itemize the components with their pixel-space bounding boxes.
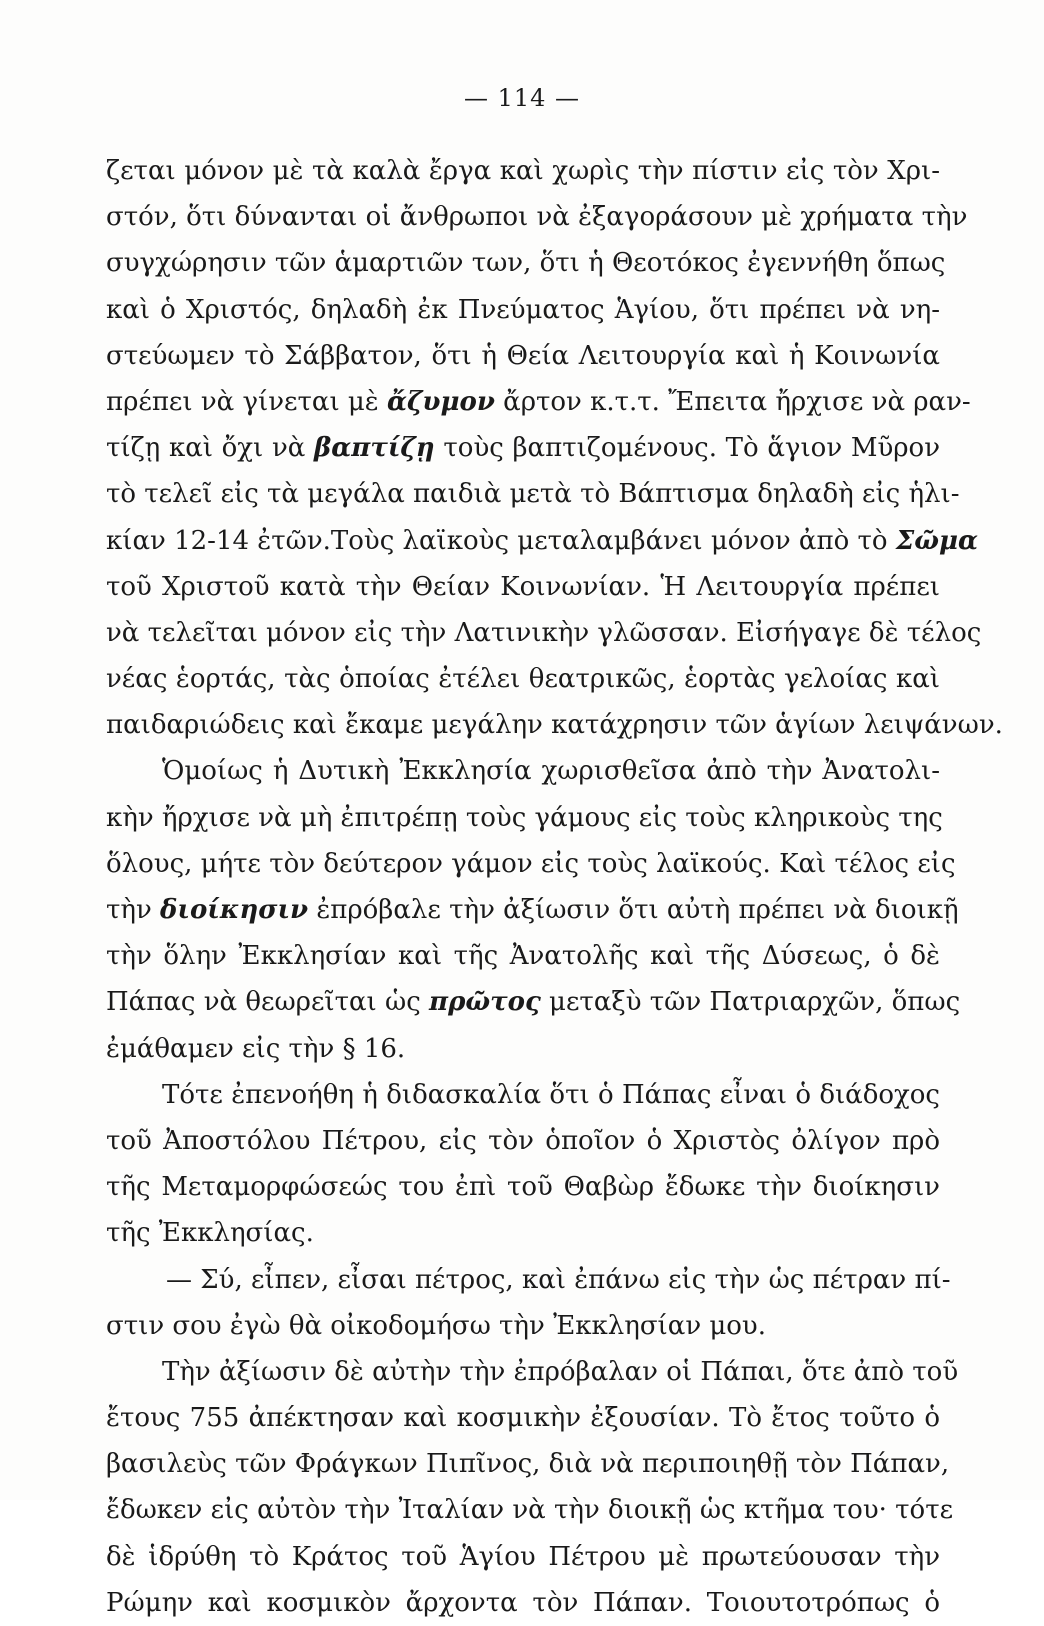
text-segment: μεταξὺ τῶν Πατριαρχῶν, ὅπως <box>540 987 961 1018</box>
text-line <box>106 1349 959 1395</box>
text-line <box>106 1303 940 1349</box>
text-segment: στιν σου ἐγὼ θὰ οἰκοδομήσω τὴν Ἐκκλησίαν μου. <box>106 1310 767 1341</box>
text-line <box>106 979 961 1025</box>
text-line <box>106 1210 940 1256</box>
text-line <box>106 748 940 794</box>
text-line <box>106 1164 940 1210</box>
text-line <box>106 795 943 841</box>
text-line <box>106 333 940 379</box>
text-segment: κὴν ἤρχισε νὰ μὴ ἐπιτρέπῃ τοὺς γάμους εἰς τοὺς κληρικοὺς της <box>106 802 943 833</box>
emphasized-term: πρῶτος <box>429 987 541 1018</box>
text-segment: ἔτους 755 ἀπέκτησαν καὶ κοσμικὴν ἐξουσίαν. Τὸ ἔτος τοῦτο ὁ <box>106 1403 940 1434</box>
text-line <box>106 1395 940 1441</box>
text-segment: ἄρτον κ.τ.τ. Ἔπειτα ἤρχισε νὰ ραν- <box>494 386 971 417</box>
text-segment: ἔδωκεν εἰς αὐτὸν τὴν Ἰταλίαν νὰ τὴν διοικῇ ὡς κτῆμα του· τότε <box>106 1495 954 1526</box>
text-segment: τὴν ὅλην Ἐκκλησίαν καὶ τῆς Ἀνατολῆς καὶ τῆς Δύσεως, ὁ δὲ <box>106 941 940 972</box>
text-segment: τοῦ Ἀποστόλου Πέτρου, εἰς τὸν ὁποῖον ὁ Χριστὸς ὀλίγον πρὸ <box>106 1125 940 1156</box>
text-line <box>106 841 956 887</box>
text-segment: βασιλεὺς τῶν Φράγκων Πιπῖνος, διὰ νὰ περιποιηθῇ τὸν Πάπαν, <box>106 1449 950 1480</box>
text-segment: — Σύ, εἶπεν, εἶσαι πέτρος, καὶ ἐπάνω εἰς τὴν ὡς πέτραν πί- <box>166 1264 951 1295</box>
text-segment: ἐπρόβαλε τὴν ἀξίωσιν ὅτι αὐτὴ πρέπει νὰ διοικῇ <box>308 895 959 925</box>
text-line <box>106 702 1003 748</box>
text-line <box>106 1534 940 1580</box>
text-line <box>106 1026 940 1072</box>
text-line <box>106 148 940 194</box>
text-segment: καὶ ὁ Χριστός, δηλαδὴ ἐκ Πνεύματος Ἁγίου, ὅτι πρέπει νὰ νη- <box>106 294 940 325</box>
text-line <box>106 1118 940 1164</box>
emphasized-term: βαπτίζῃ <box>314 433 435 464</box>
text-segment: ὅλους, μήτε τὸν δεύτερον γάμον εἰς τοὺς λαϊκούς. Καὶ τέλος εἰς <box>106 848 956 879</box>
text-segment: τὸ τελεῖ εἰς τὰ μεγάλα παιδιὰ μετὰ τὸ Βάπτισμα δηλαδὴ εἰς ἡλι- <box>106 479 960 510</box>
text-line <box>106 610 982 656</box>
text-line <box>106 1580 940 1626</box>
text-segment: δὲ ἱδρύθη τὸ Κράτος τοῦ Ἁγίου Πέτρου μὲ πρωτεύουσαν τὴν <box>106 1541 940 1572</box>
body-text <box>106 148 1003 1626</box>
text-segment: Πάπας νὰ θεωρεῖται ὡς <box>106 987 430 1018</box>
text-line <box>106 564 940 610</box>
text-segment: νὰ τελεῖται μόνον εἰς τὴν Λατινικὴν γλῶσσαν. Εἰσήγαγε δὲ τέλος <box>106 617 982 648</box>
text-segment: Ὁμοίως ἡ Δυτικὴ Ἐκκλησία χωρισθεῖσα ἀπὸ τὴν Ἀνατολι- <box>162 756 940 787</box>
page-number: — 114 — <box>463 84 581 112</box>
text-line <box>106 1257 951 1303</box>
emphasized-term: Σῶμα <box>895 525 978 556</box>
text-line <box>106 656 940 702</box>
text-segment: ζεται μόνον μὲ τὰ καλὰ ἔργα καὶ χωρὶς τὴν πίστιν εἰς τὸν Χρι- <box>106 156 940 186</box>
text-segment: παιδαριώδεις καὶ ἔκαμε μεγάλην κατάχρησιν τῶν ἁγίων λειψάνων. <box>106 710 1003 741</box>
text-segment: τοῦ Χριστοῦ κατὰ τὴν Θείαν Κοινωνίαν. Ἡ Λειτουργία πρέπει <box>106 571 940 602</box>
text-segment: Τὴν ἀξίωσιν δὲ αὐτὴν τὴν ἐπρόβαλαν οἱ Πάπαι, ὅτε ἀπὸ τοῦ <box>162 1356 959 1387</box>
text-segment: τῆς Ἐκκλησίας. <box>106 1218 314 1249</box>
text-segment: κίαν 12-14 ἐτῶν.Τοὺς λαϊκοὺς μεταλαμβάνει μόνον ἀπὸ τὸ <box>106 525 896 556</box>
text-line <box>106 887 959 933</box>
text-segment: πρέπει νὰ γίνεται μὲ <box>106 386 388 417</box>
text-line <box>106 194 968 240</box>
text-segment: τίζῃ καὶ ὄχι νὰ <box>106 433 315 464</box>
emphasized-term: ἄζυμον <box>387 386 495 417</box>
text-segment: τῆς Μεταμορφώσεώς του ἐπὶ τοῦ Θαβὼρ ἔδωκε τὴν διοίκησιν <box>106 1172 940 1203</box>
text-segment: στόν, ὅτι δύνανται οἱ ἄνθρωποι νὰ ἐξαγοράσουν μὲ χρήματα τὴν <box>106 202 968 233</box>
emphasized-term: διοίκησιν <box>160 895 309 925</box>
text-segment: στεύωμεν τὸ Σάββατον, ὅτι ἡ Θεία Λειτουργία καὶ ἡ Κοινωνία <box>106 340 940 371</box>
text-line <box>106 379 971 425</box>
text-line <box>106 933 940 979</box>
text-segment: ἐμάθαμεν εἰς τὴν § 16. <box>106 1033 406 1064</box>
text-segment: Ρώμην καὶ κοσμικὸν ἄρχοντα τὸν Πάπαν. Τοιουτοτρόπως ὁ <box>106 1587 940 1618</box>
text-segment: τὴν <box>106 895 161 925</box>
text-line <box>106 240 946 286</box>
text-line <box>106 518 978 564</box>
text-line <box>106 425 940 471</box>
text-segment: νέας ἑορτάς, τὰς ὁποίας ἐτέλει θεατρικῶς, ἑορτὰς γελοίας καὶ <box>106 664 940 695</box>
text-segment: συγχώρησιν τῶν ἁμαρτιῶν των, ὅτι ἡ Θεοτόκος ἐγεννήθη ὅπως <box>106 248 946 279</box>
text-line <box>106 471 960 517</box>
text-line <box>106 1072 940 1118</box>
text-segment: Τότε ἐπενοήθη ἡ διδασκαλία ὅτι ὁ Πάπας εἶναι ὁ διάδοχος <box>162 1079 940 1110</box>
text-line <box>106 1441 950 1487</box>
text-line <box>106 1487 954 1533</box>
text-segment: τοὺς βαπτιζομένους. Τὸ ἅγιον Μῦρον <box>434 433 941 464</box>
text-line <box>106 287 940 333</box>
